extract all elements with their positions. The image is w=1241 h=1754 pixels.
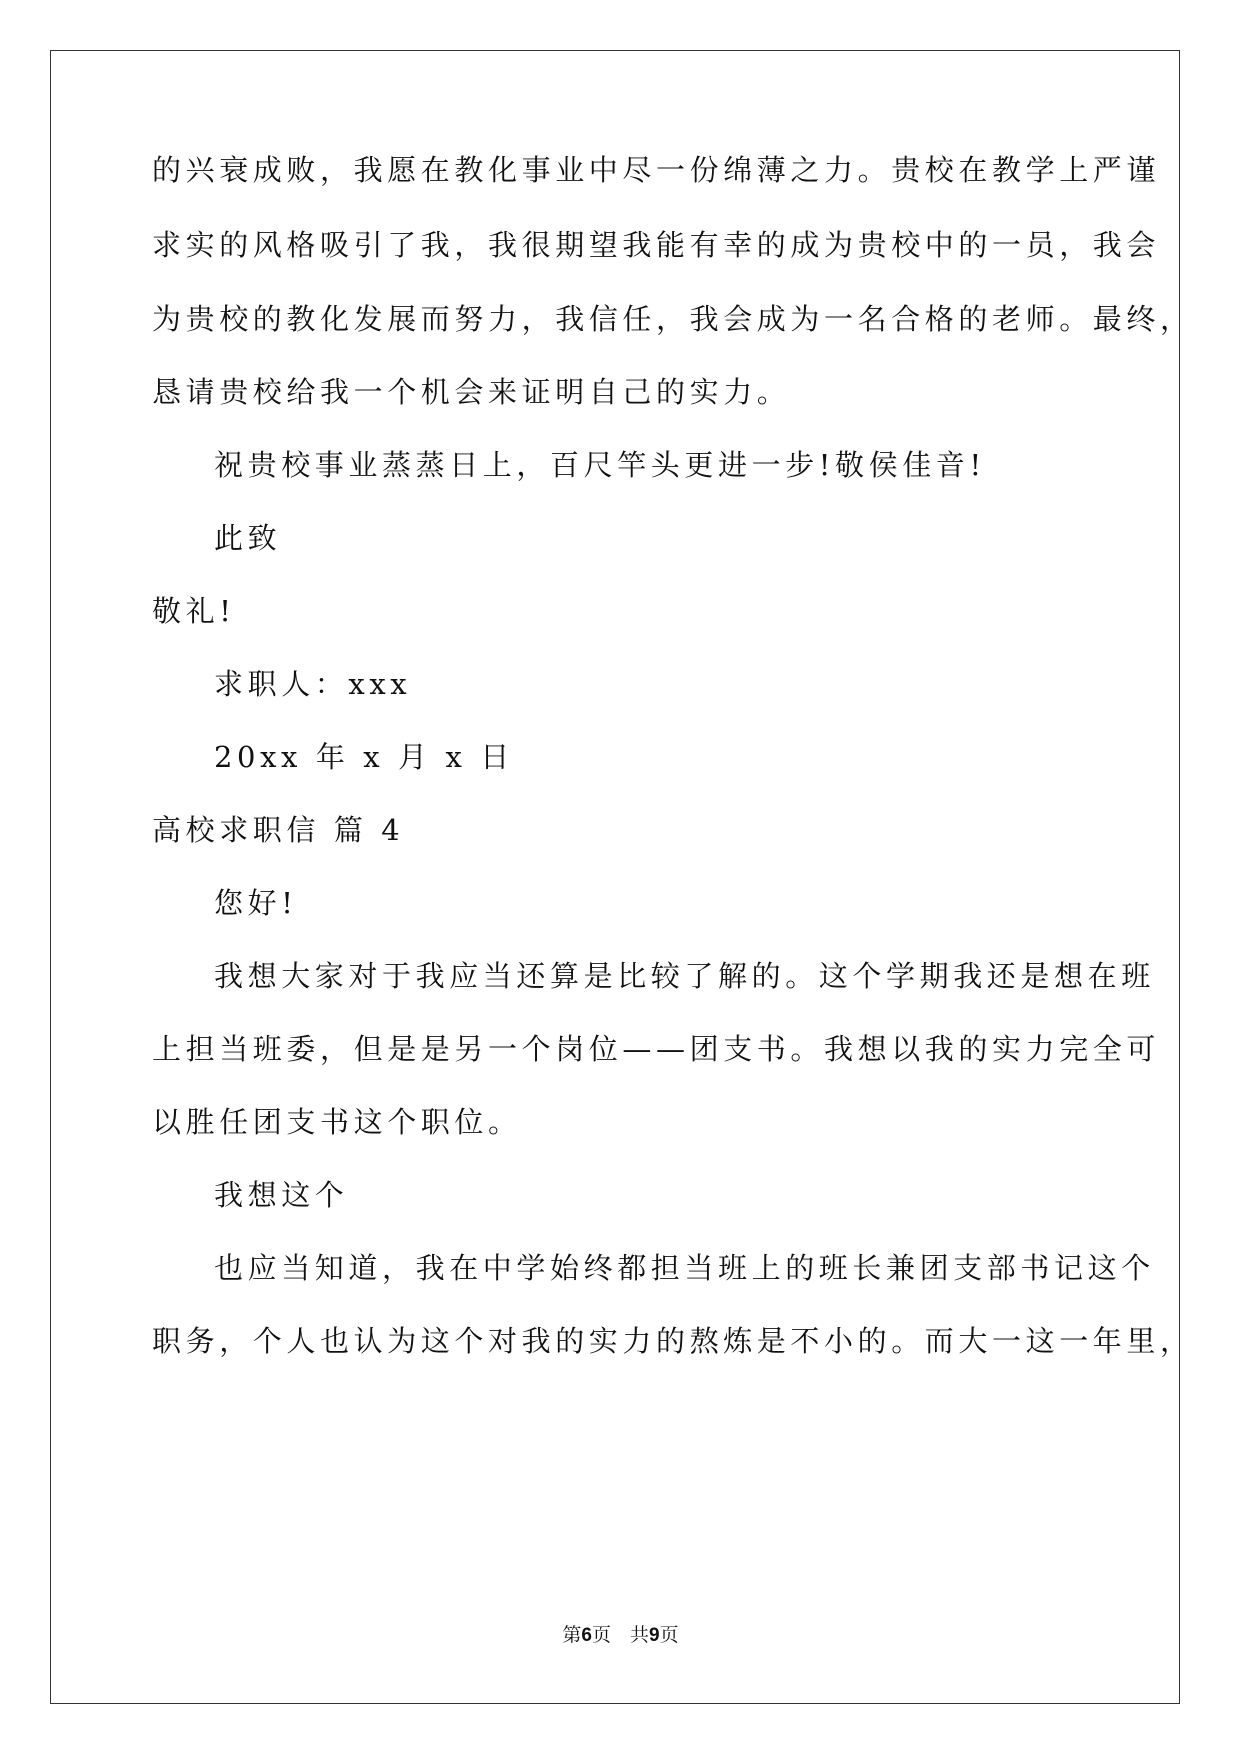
paragraph-line: 我想这个	[214, 1178, 349, 1212]
total-page-number: 9	[649, 1625, 660, 1646]
current-page-number: 6	[581, 1625, 592, 1646]
page-border	[50, 50, 1180, 1704]
paragraph-line: 为贵校的教化发展而努力，我信任，我会成为一名合格的老师。最终，	[152, 302, 1194, 336]
greeting-line: 您好!	[214, 886, 298, 920]
footer-suffix: 页	[659, 1624, 679, 1646]
paragraph-line: 求实的风格吸引了我，我很期望我能有幸的成为贵校中的一员，我会	[152, 228, 1161, 262]
signature-line: 求职人：xxx	[214, 667, 412, 701]
paragraph-line: 恳请贵校给我一个机会来证明自己的实力。	[152, 375, 791, 409]
date-line: 20xx 年 x 月 x 日	[214, 740, 514, 774]
paragraph-line: 上担当班委，但是是另一个岗位——团支书。我想以我的实力完全可	[152, 1032, 1161, 1066]
paragraph-line: 也应当知道，我在中学始终都担当班上的班长兼团支部书记这个	[214, 1251, 1155, 1285]
salutation-line: 敬礼!	[152, 594, 236, 628]
footer-mid: 页 共	[591, 1624, 649, 1646]
page-footer	[0, 1620, 1241, 1647]
footer-prefix: 第	[562, 1624, 582, 1646]
section-heading: 高校求职信 篇 4	[152, 813, 405, 847]
paragraph-line: 职务，个人也认为这个对我的实力的熬炼是不小的。而大一这一年里，	[152, 1324, 1194, 1358]
paragraph-line: 的兴衰成败，我愿在教化事业中尽一份绵薄之力。贵校在教学上严谨	[152, 153, 1161, 187]
paragraph-line: 我想大家对于我应当还算是比较了解的。这个学期我还是想在班	[214, 959, 1155, 993]
paragraph-line: 以胜任团支书这个职位。	[152, 1105, 522, 1139]
paragraph-line: 祝贵校事业蒸蒸日上，百尺竿头更进一步!敬侯佳音!	[214, 448, 986, 482]
salutation-line: 此致	[214, 521, 282, 555]
